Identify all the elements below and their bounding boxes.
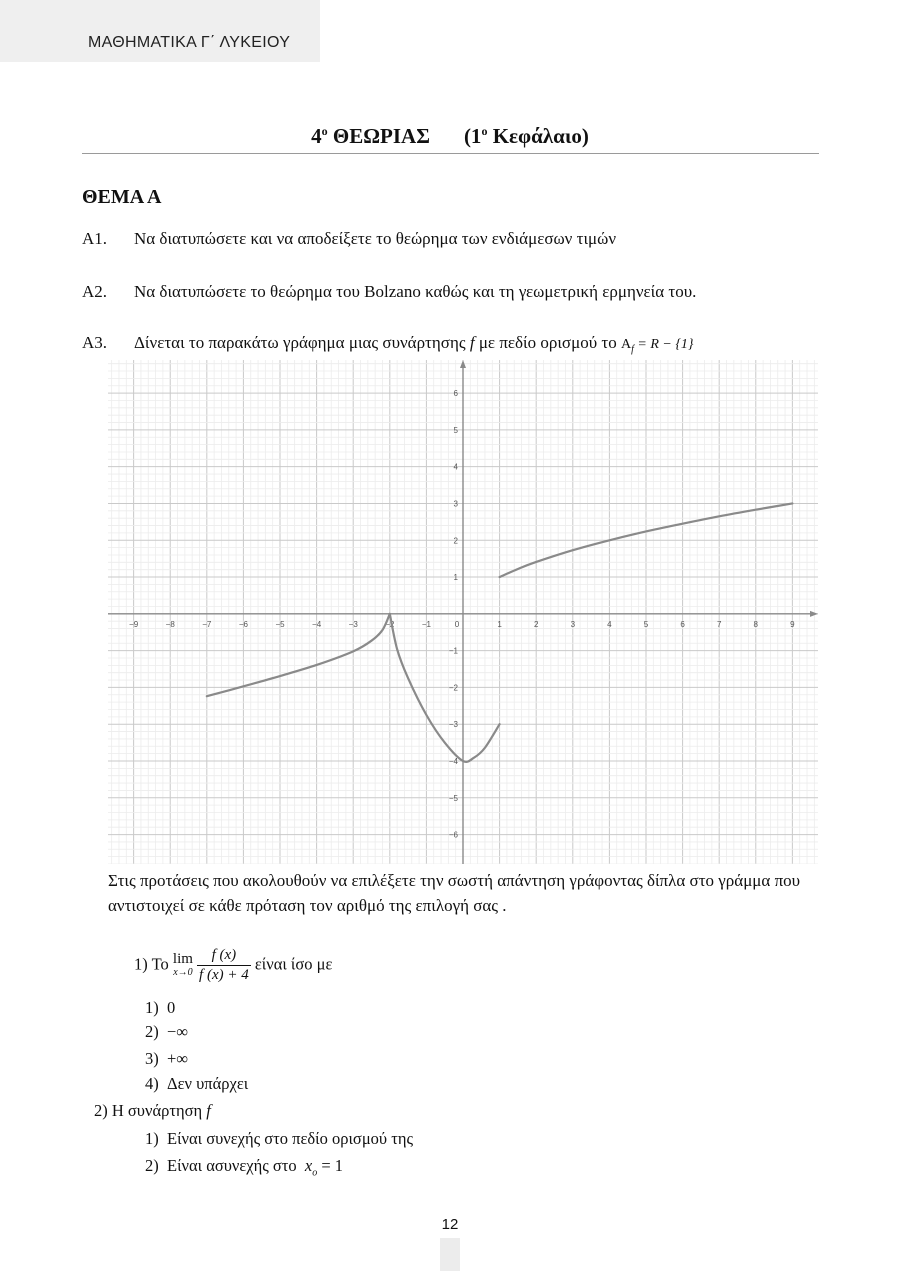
title-sup-2: ο <box>481 124 488 138</box>
question-label: Α3. <box>82 333 108 352</box>
x0-symbol: x <box>304 1156 313 1175</box>
lim-word: lim <box>172 950 193 967</box>
fraction-denominator: f (x) + 4 <box>199 967 249 983</box>
option-1-2 <box>145 1022 188 1042</box>
domain-sub: f <box>631 343 634 355</box>
option-number: 2) <box>145 1022 159 1041</box>
title-chapter: Κεφάλαιο) <box>487 124 589 148</box>
option-1-3 <box>145 1049 188 1069</box>
y-tick-label: −4 <box>448 756 458 766</box>
option-text: Δεν υπάρχει <box>167 1074 249 1093</box>
y-tick-label: 5 <box>453 425 458 435</box>
option-number: 1) <box>145 1129 159 1148</box>
option-text: 0 <box>167 998 176 1017</box>
y-tick-label: −3 <box>448 720 458 730</box>
y-tick-label: −6 <box>448 830 458 840</box>
x-tick-label: −7 <box>202 619 212 629</box>
x-tick-label: 3 <box>570 619 576 629</box>
function-graph <box>108 360 818 864</box>
statement-2 <box>94 1101 211 1121</box>
option-text: +∞ <box>167 1049 189 1068</box>
domain-symbol: A <box>620 337 632 352</box>
x-tick-label: 8 <box>753 619 759 629</box>
question-text <box>134 333 694 355</box>
title-number: 4 <box>311 124 322 148</box>
x-tick-label: 2 <box>533 619 539 629</box>
statement-1 <box>134 946 332 985</box>
function-symbol: f <box>469 333 475 352</box>
x-tick-label: −3 <box>348 619 358 629</box>
limit-operator <box>173 952 193 980</box>
x0-sub: o <box>312 1167 318 1179</box>
domain-rest: = R − {1} <box>633 337 694 352</box>
question-a1 <box>82 229 822 251</box>
x-tick-label: −5 <box>275 619 285 629</box>
domain-expression <box>620 337 694 355</box>
question-a2 <box>82 282 822 304</box>
question-label: Α2. <box>82 282 108 301</box>
running-head-title: ΜΑΘΗΜΑΤΙΚΑ Γ΄ ΛΥΚΕΙΟΥ <box>88 34 291 51</box>
running-head <box>0 0 320 62</box>
option-number: 1) <box>145 998 159 1017</box>
x0-expression <box>304 1156 344 1179</box>
option-1-4 <box>145 1074 248 1094</box>
x-tick-label: −2 <box>385 619 395 629</box>
function-symbol: f <box>206 1101 211 1120</box>
curve-branch-left <box>207 614 390 696</box>
x-tick-label: 9 <box>790 619 795 629</box>
fraction-numerator: f (x) <box>197 946 251 966</box>
instructions-paragraph: Στις προτάσεις που ακολουθούν να επιλέξετε την σωστή απάντηση γράφοντας δίπλα στο γράμμα που αντιστοιχεί σε κάθε πρόταση τον αριθμό της επιλογή σας . <box>108 871 801 915</box>
option-number: 3) <box>145 1049 159 1068</box>
x-tick-label: −6 <box>238 619 248 629</box>
footer-tab <box>440 1238 460 1271</box>
statement-number: 2) <box>94 1101 108 1120</box>
statement-number: 1) <box>134 954 148 974</box>
x-tick-label: 0 <box>454 619 460 629</box>
statement-suffix: είναι ίσο με <box>254 954 333 974</box>
question-text-mid: με πεδίο ορισμού το <box>474 333 621 352</box>
y-tick-label: 6 <box>453 389 458 399</box>
question-text: Να διατυπώσετε το θεώρημα του Bolzano καθώς και τη γεωμετρική ερμηνεία του. <box>134 282 697 301</box>
y-tick-label: −1 <box>448 646 458 656</box>
question-label: Α1. <box>82 229 108 248</box>
title-theory: ΘΕΩΡΙΑΣ <box>327 124 430 148</box>
option-number: 2) <box>145 1156 159 1175</box>
y-tick-label: 3 <box>453 499 458 509</box>
lim-subscript: x→0 <box>173 966 193 978</box>
statement-prefix: Η συνάρτηση <box>111 1101 203 1120</box>
limit-fraction <box>197 946 251 985</box>
x-tick-label: −4 <box>312 619 322 629</box>
y-tick-label: −2 <box>448 683 458 693</box>
title-divider <box>82 153 819 154</box>
statement-prefix: Το <box>151 954 169 974</box>
title-chapter-open: (1 <box>463 124 482 148</box>
x-tick-label: −9 <box>129 619 139 629</box>
x-tick-label: 4 <box>607 619 612 629</box>
x0-rest: = 1 <box>317 1156 344 1175</box>
x-tick-label: 5 <box>643 619 649 629</box>
question-text-start: Δίνεται το παρακάτω γράφημα μιας συνάρτησης <box>134 333 470 352</box>
page-number: 12 <box>441 1216 459 1233</box>
y-tick-label: 4 <box>453 462 458 472</box>
question-text: Να διατυπώσετε και να αποδείξετε το θεώρημα των ενδιάμεσων τιμών <box>134 229 617 248</box>
x-tick-label: 6 <box>680 619 685 629</box>
option-2-1 <box>145 1129 413 1149</box>
y-tick-label: 2 <box>453 536 458 546</box>
question-a3 <box>82 333 822 355</box>
theme-heading: ΘΕΜΑ Α <box>82 186 162 208</box>
option-text: −∞ <box>167 1022 189 1041</box>
option-2-2 <box>145 1156 343 1178</box>
x-tick-label: −1 <box>421 619 431 629</box>
option-1-1 <box>145 998 175 1018</box>
title-sup-1: ο <box>321 124 328 138</box>
x-tick-label: 1 <box>497 619 502 629</box>
x-tick-label: −8 <box>165 619 175 629</box>
section-title <box>0 124 900 149</box>
x-tick-label: 7 <box>716 619 722 629</box>
y-tick-label: 1 <box>453 573 458 583</box>
option-text: Είναι συνεχής στο πεδίο ορισμού της <box>167 1129 414 1148</box>
y-tick-label: −5 <box>448 793 458 803</box>
option-text: Είναι ασυνεχής στο <box>167 1156 297 1175</box>
option-number: 4) <box>145 1074 159 1093</box>
